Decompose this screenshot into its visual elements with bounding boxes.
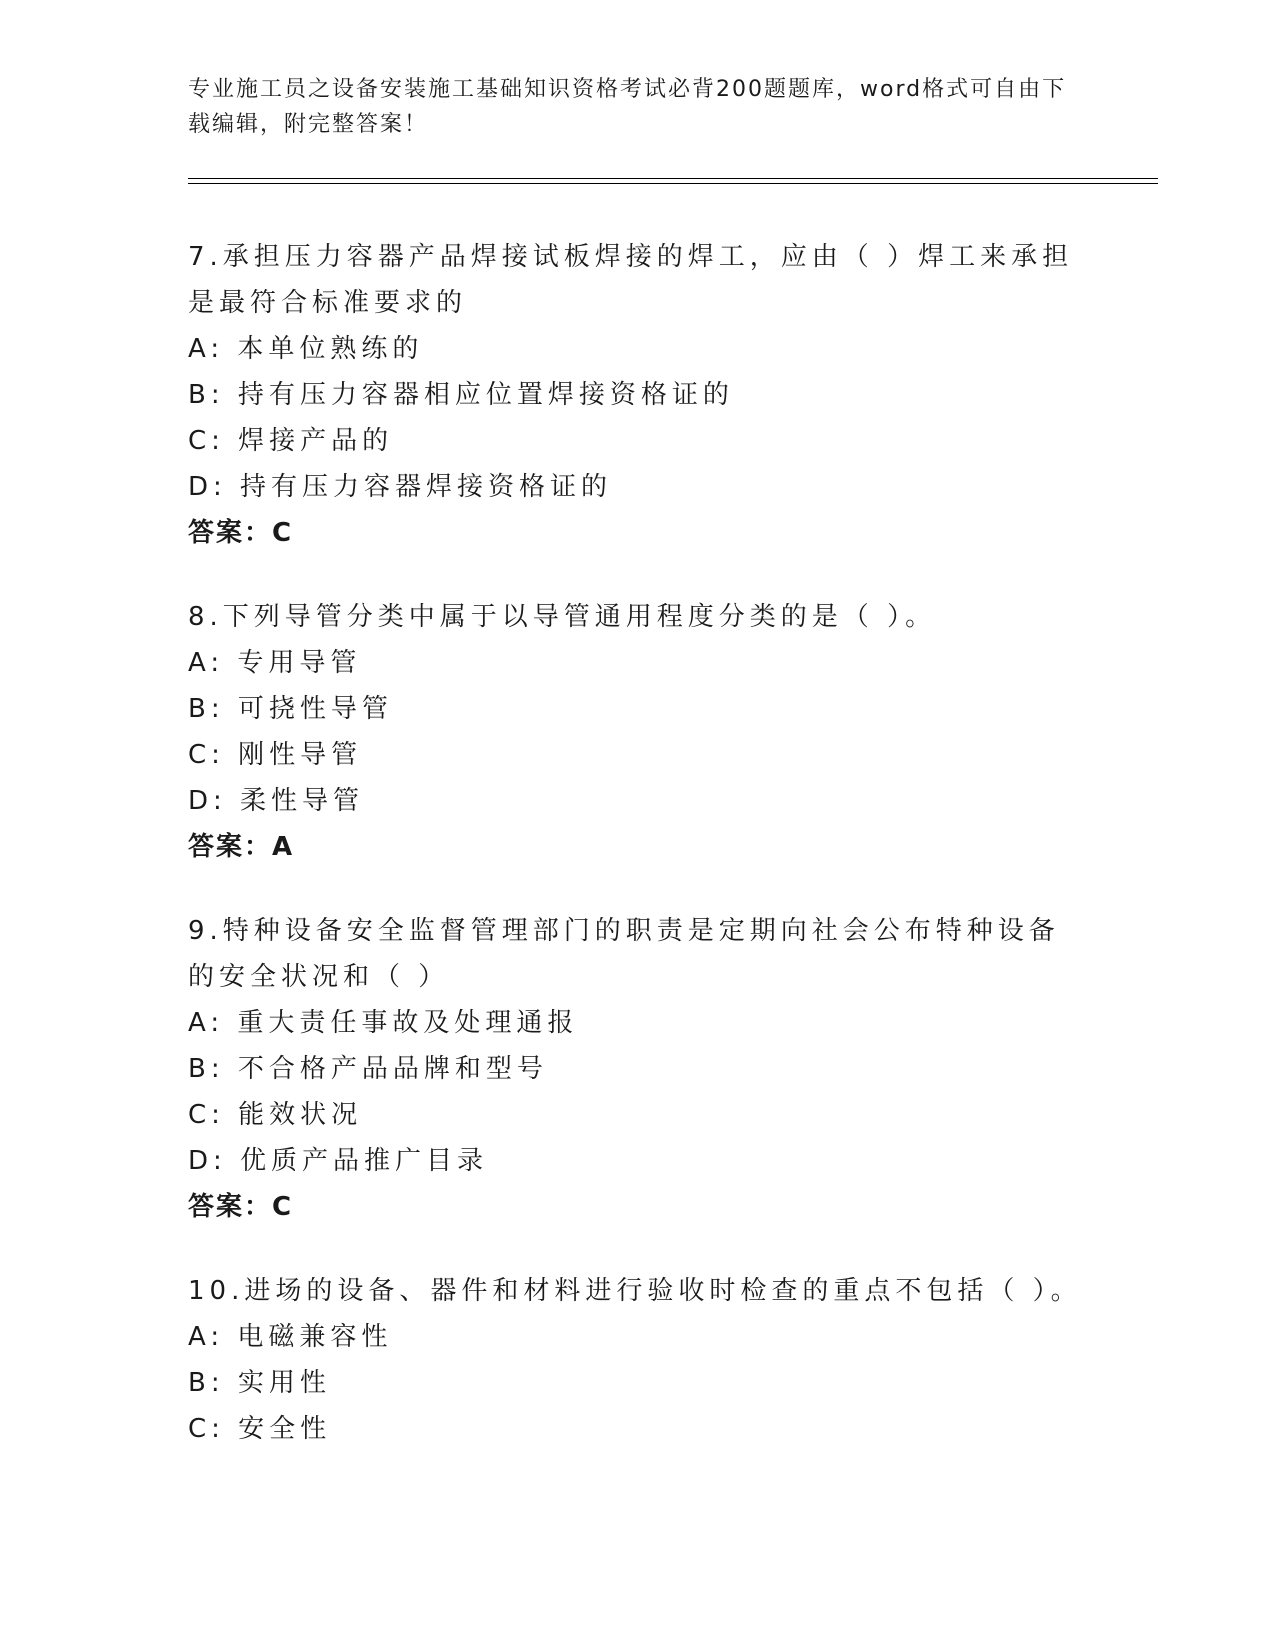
answer: 答案：C: [188, 1192, 294, 1222]
option-b: B: 持有压力容器相应位置焊接资格证的: [188, 380, 734, 410]
option-a: A: 本单位熟练的: [188, 334, 424, 364]
answer: 答案：C: [188, 518, 294, 548]
question-10: [188, 1268, 1188, 1452]
option-a: A: 重大责任事故及处理通报: [188, 1008, 579, 1038]
document-header: 专业施工员之设备安装施工基础知识资格考试必背200题题库，word格式可自由下载编辑，附完整答案！: [188, 77, 1067, 137]
question-stem: 10.进场的设备、器件和材料进行验收时检查的重点不包括（ ）。: [188, 1276, 1082, 1306]
option-c: C: 能效状况: [188, 1100, 363, 1130]
question-list: [188, 234, 1188, 1490]
option-b: B: 不合格产品品牌和型号: [188, 1054, 548, 1084]
option-d: D: 柔性导管: [188, 786, 365, 816]
option-d: D: 优质产品推广目录: [188, 1146, 489, 1176]
option-a: A: 专用导管: [188, 648, 362, 678]
header-divider-bottom: [188, 183, 1158, 184]
question-8: [188, 594, 1188, 870]
question-stem: 9.特种设备安全监督管理部门的职责是定期向社会公布特种设备的安全状况和（ ）: [188, 916, 1060, 992]
option-c: C: 安全性: [188, 1414, 332, 1444]
header-divider-top: [188, 178, 1158, 179]
option-c: C: 焊接产品的: [188, 426, 394, 456]
option-b: B: 实用性: [188, 1368, 331, 1398]
option-c: C: 刚性导管: [188, 740, 363, 770]
option-a: A: 电磁兼容性: [188, 1322, 393, 1352]
option-b: B: 可挠性导管: [188, 694, 393, 724]
question-stem: 8.下列导管分类中属于以导管通用程度分类的是（ ）。: [188, 602, 937, 632]
answer: 答案：A: [188, 832, 295, 862]
option-d: D: 持有压力容器焊接资格证的: [188, 472, 613, 502]
question-stem: 7.承担压力容器产品焊接试板焊接的焊工，应由（ ）焊工来承担是最符合标准要求的: [188, 242, 1074, 318]
question-7: [188, 234, 1188, 556]
question-9: [188, 908, 1188, 1230]
